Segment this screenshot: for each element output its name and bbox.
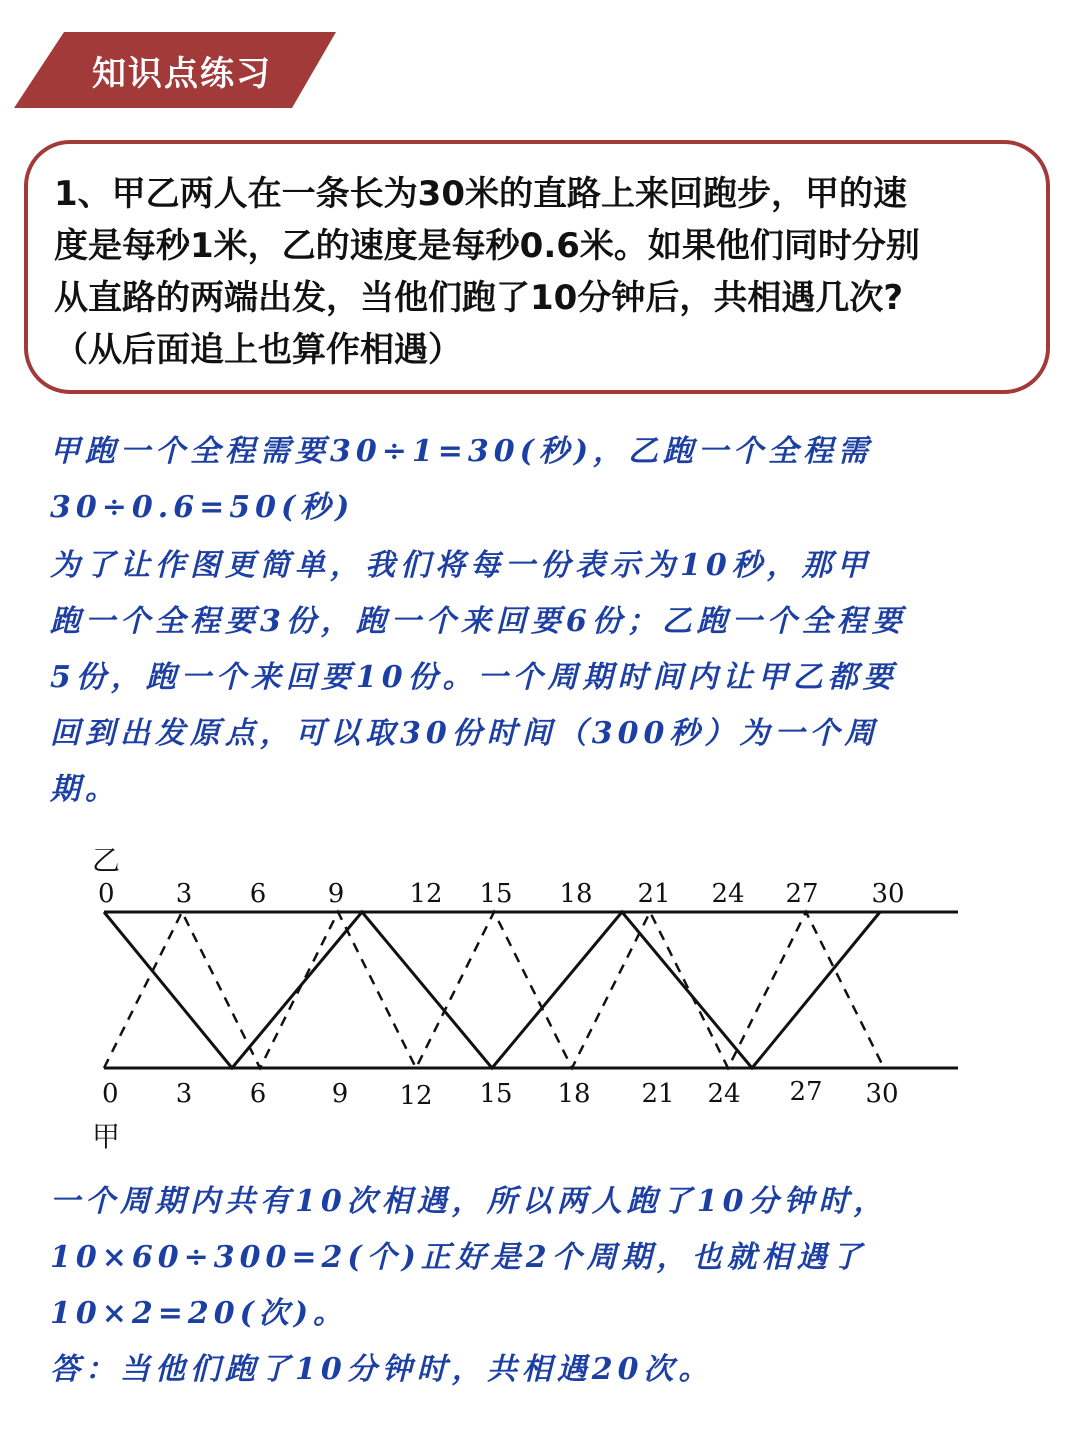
question-line: 1、甲乙两人在一条长为30米的直路上来回跑步，甲的速 bbox=[54, 174, 907, 214]
top-tick: 3 bbox=[175, 879, 193, 909]
solution-paragraph-3 bbox=[50, 1174, 1040, 1398]
bottom-tick: 3 bbox=[175, 1079, 193, 1109]
top-tick: 9 bbox=[327, 879, 345, 909]
bottom-tick: 24 bbox=[707, 1079, 741, 1109]
question-line: 度是每秒1米，乙的速度是每秒0.6米。如果他们同时分别 bbox=[54, 226, 920, 266]
solution-line: 期。 bbox=[50, 772, 120, 807]
bottom-tick: 0 bbox=[102, 1079, 119, 1109]
section-banner bbox=[14, 32, 336, 108]
solution-line: 为了让作图更简单，我们将每一份表示为10秒，那甲 bbox=[50, 548, 872, 583]
meeting-diagram bbox=[80, 840, 980, 1160]
label-jia: 甲 bbox=[92, 1120, 121, 1153]
solution-line: 一个周期内共有10次相遇，所以两人跑了10分钟时， bbox=[50, 1184, 889, 1219]
top-tick: 24 bbox=[711, 879, 745, 909]
top-tick: 21 bbox=[637, 879, 671, 909]
bottom-ticks bbox=[102, 1077, 899, 1111]
top-tick: 0 bbox=[98, 879, 115, 909]
bottom-tick: 27 bbox=[789, 1077, 823, 1107]
solution-paragraph-2 bbox=[50, 538, 1040, 818]
question-line: 从直路的两端出发，当他们跑了10分钟后，共相遇几次? bbox=[54, 278, 904, 318]
label-yi: 乙 bbox=[92, 844, 121, 877]
top-tick: 18 bbox=[559, 879, 593, 909]
jia-path bbox=[104, 912, 884, 1068]
diagram-svg bbox=[80, 840, 980, 1160]
solution-line: 回到出发原点，可以取30份时间（300秒）为一个周 bbox=[50, 716, 880, 751]
question-box bbox=[24, 140, 1050, 394]
solution-paragraph-1 bbox=[50, 424, 1040, 536]
answer-line: 答：当他们跑了10分钟时，共相遇20次。 bbox=[50, 1352, 714, 1387]
top-ticks bbox=[98, 879, 905, 909]
bottom-tick: 18 bbox=[557, 1079, 591, 1109]
section-title: 知识点练习 bbox=[92, 54, 272, 94]
bottom-tick: 30 bbox=[865, 1079, 899, 1109]
solution-line: 10×2=20(次)。 bbox=[50, 1296, 349, 1331]
bottom-tick: 9 bbox=[331, 1079, 349, 1109]
solution-line: 30÷0.6=50(秒) bbox=[50, 490, 355, 525]
top-tick: 12 bbox=[409, 879, 443, 909]
bottom-tick: 21 bbox=[641, 1079, 675, 1109]
top-tick: 30 bbox=[871, 879, 905, 909]
solution-line: 跑一个全程要3份，跑一个来回要6份；乙跑一个全程要 bbox=[50, 604, 907, 639]
bottom-tick: 15 bbox=[479, 1079, 513, 1109]
bottom-tick: 6 bbox=[249, 1079, 267, 1109]
solution-line: 甲跑一个全程需要30÷1=30(秒)，乙跑一个全程需 bbox=[50, 434, 874, 469]
top-tick: 15 bbox=[479, 879, 513, 909]
top-tick: 27 bbox=[785, 879, 819, 909]
question-line: （从后面追上也算作相遇） bbox=[54, 330, 462, 370]
solution-line: 10×60÷300=2(个)正好是2个周期，也就相遇了 bbox=[50, 1240, 867, 1275]
bottom-tick: 12 bbox=[399, 1081, 433, 1111]
top-tick: 6 bbox=[249, 879, 267, 909]
question-text bbox=[54, 168, 1014, 376]
solution-line: 5份，跑一个来回要10份。一个周期时间内让甲乙都要 bbox=[50, 660, 898, 695]
